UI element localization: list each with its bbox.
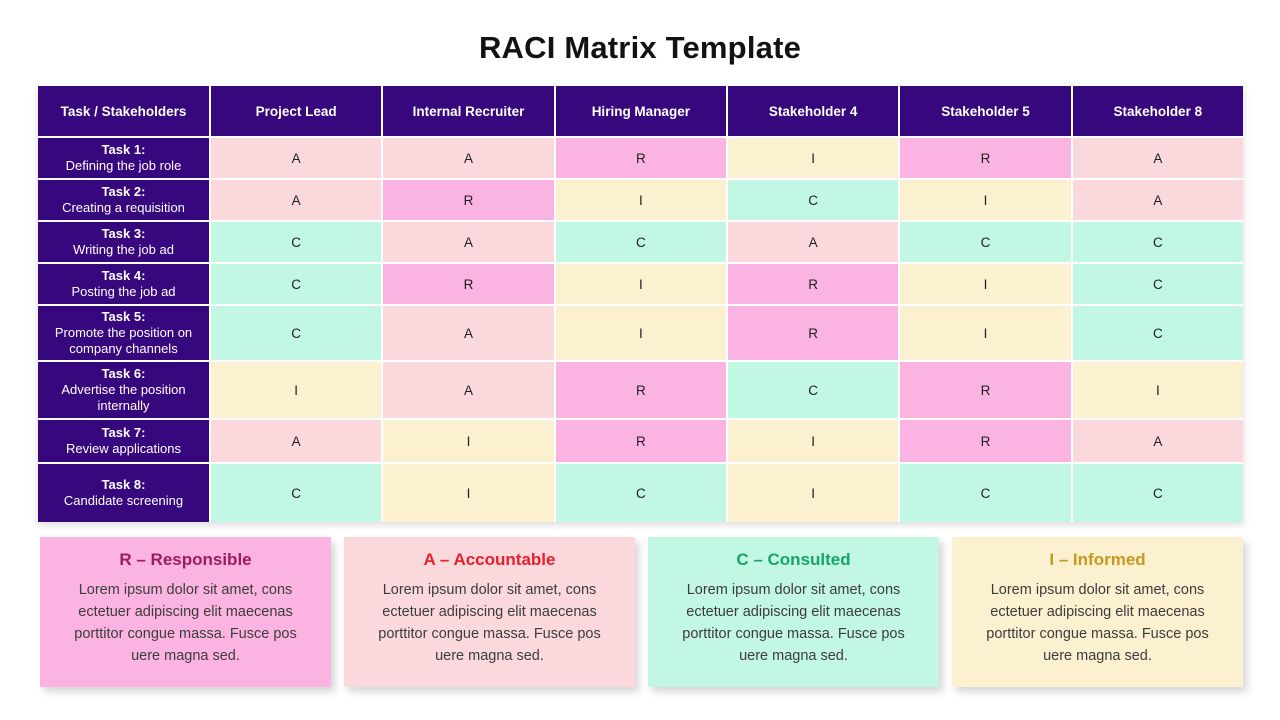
raci-cell: C [556, 222, 726, 262]
raci-cell: A [1073, 420, 1243, 462]
raci-cell: C [900, 222, 1070, 262]
task-description: Candidate screening [63, 493, 184, 508]
legend-card-body: Lorem ipsum dolor sit amet, cons ectetuer adipiscing elit maecenas porttitor congue massa. Fusce pos uere magna sed. [682, 582, 905, 664]
raci-cell: I [556, 180, 726, 220]
raci-cell: R [556, 420, 726, 462]
raci-cell: A [383, 138, 553, 178]
raci-cell: C [1073, 306, 1243, 360]
raci-cell: A [1073, 180, 1243, 220]
raci-cell: C [1073, 464, 1243, 522]
legend-card-i [952, 537, 1243, 687]
task-number: Task 3: [101, 226, 146, 241]
column-header: Task / Stakeholders [38, 86, 209, 136]
legend-card-title: C – Consulted [736, 550, 851, 569]
raci-cell: C [1073, 264, 1243, 304]
task-number: Task 7: [101, 425, 146, 440]
raci-cell: I [900, 306, 1070, 360]
raci-cell: I [900, 264, 1070, 304]
raci-cell: I [556, 264, 726, 304]
legend-card-title: I – Informed [1049, 550, 1146, 569]
raci-cell: A [383, 306, 553, 360]
raci-cell: A [211, 420, 381, 462]
column-header: Internal Recruiter [383, 86, 553, 136]
task-number: Task 1: [101, 142, 146, 157]
raci-cell: I [900, 180, 1070, 220]
column-header: Stakeholder 5 [900, 86, 1070, 136]
raci-matrix-table [38, 86, 1243, 522]
raci-cell: R [900, 420, 1070, 462]
task-description: Promote the position on company channels [54, 325, 193, 356]
raci-cell: A [728, 222, 898, 262]
column-header: Hiring Manager [556, 86, 726, 136]
raci-cell: C [1073, 222, 1243, 262]
legend-card-body: Lorem ipsum dolor sit amet, cons ectetuer adipiscing elit maecenas porttitor congue massa. Fusce pos uere magna sed. [986, 582, 1209, 664]
raci-cell: R [728, 264, 898, 304]
raci-cell: R [728, 306, 898, 360]
raci-cell: C [556, 464, 726, 522]
task-number: Task 8: [101, 477, 146, 492]
raci-cell: A [211, 180, 381, 220]
raci-cell: C [211, 264, 381, 304]
task-description: Creating a requisition [62, 200, 185, 215]
task-label [38, 420, 209, 462]
raci-legend [40, 537, 1243, 687]
raci-cell: A [211, 138, 381, 178]
column-header: Stakeholder 8 [1073, 86, 1243, 136]
raci-cell: R [383, 180, 553, 220]
raci-cell: R [900, 362, 1070, 418]
raci-cell: I [728, 420, 898, 462]
raci-cell: C [211, 222, 381, 262]
task-number: Task 4: [101, 268, 146, 283]
task-label [38, 464, 209, 522]
raci-cell: I [556, 306, 726, 360]
raci-cell: R [383, 264, 553, 304]
column-header: Project Lead [211, 86, 381, 136]
page-title: RACI Matrix Template [478, 30, 802, 65]
legend-card-title: R – Responsible [119, 550, 252, 569]
legend-card-title: A – Accountable [423, 550, 556, 569]
task-number: Task 5: [101, 309, 146, 324]
raci-cell: A [1073, 138, 1243, 178]
raci-cell: C [211, 464, 381, 522]
task-label [38, 264, 209, 304]
legend-card-body: Lorem ipsum dolor sit amet, cons ectetuer adipiscing elit maecenas porttitor congue massa. Fusce pos uere magna sed. [74, 582, 297, 664]
task-number: Task 6: [101, 366, 146, 381]
raci-cell: R [900, 138, 1070, 178]
raci-cell: C [728, 362, 898, 418]
legend-card-r [40, 537, 331, 687]
raci-cell: I [1073, 362, 1243, 418]
raci-cell: A [383, 222, 553, 262]
raci-cell: C [900, 464, 1070, 522]
raci-cell: R [556, 362, 726, 418]
task-description: Posting the job ad [71, 284, 176, 299]
task-label [38, 180, 209, 220]
task-description: Review applications [66, 441, 181, 456]
task-label [38, 306, 209, 360]
raci-cell: I [383, 464, 553, 522]
task-number: Task 2: [101, 184, 146, 199]
raci-cell: I [728, 138, 898, 178]
task-label [38, 222, 209, 262]
task-label [38, 362, 209, 418]
raci-cell: C [211, 306, 381, 360]
task-label [38, 138, 209, 178]
raci-cell: I [383, 420, 553, 462]
legend-card-a [344, 537, 635, 687]
raci-cell: I [728, 464, 898, 522]
column-header: Stakeholder 4 [728, 86, 898, 136]
task-description: Writing the job ad [73, 242, 174, 257]
task-description: Advertise the position internally [61, 382, 186, 413]
legend-card-c [648, 537, 939, 687]
raci-cell: C [728, 180, 898, 220]
raci-cell: R [556, 138, 726, 178]
raci-cell: I [211, 362, 381, 418]
raci-cell: A [383, 362, 553, 418]
legend-card-body: Lorem ipsum dolor sit amet, cons ectetuer adipiscing elit maecenas porttitor congue massa. Fusce pos uere magna sed. [378, 582, 601, 664]
task-description: Defining the job role [65, 158, 182, 173]
